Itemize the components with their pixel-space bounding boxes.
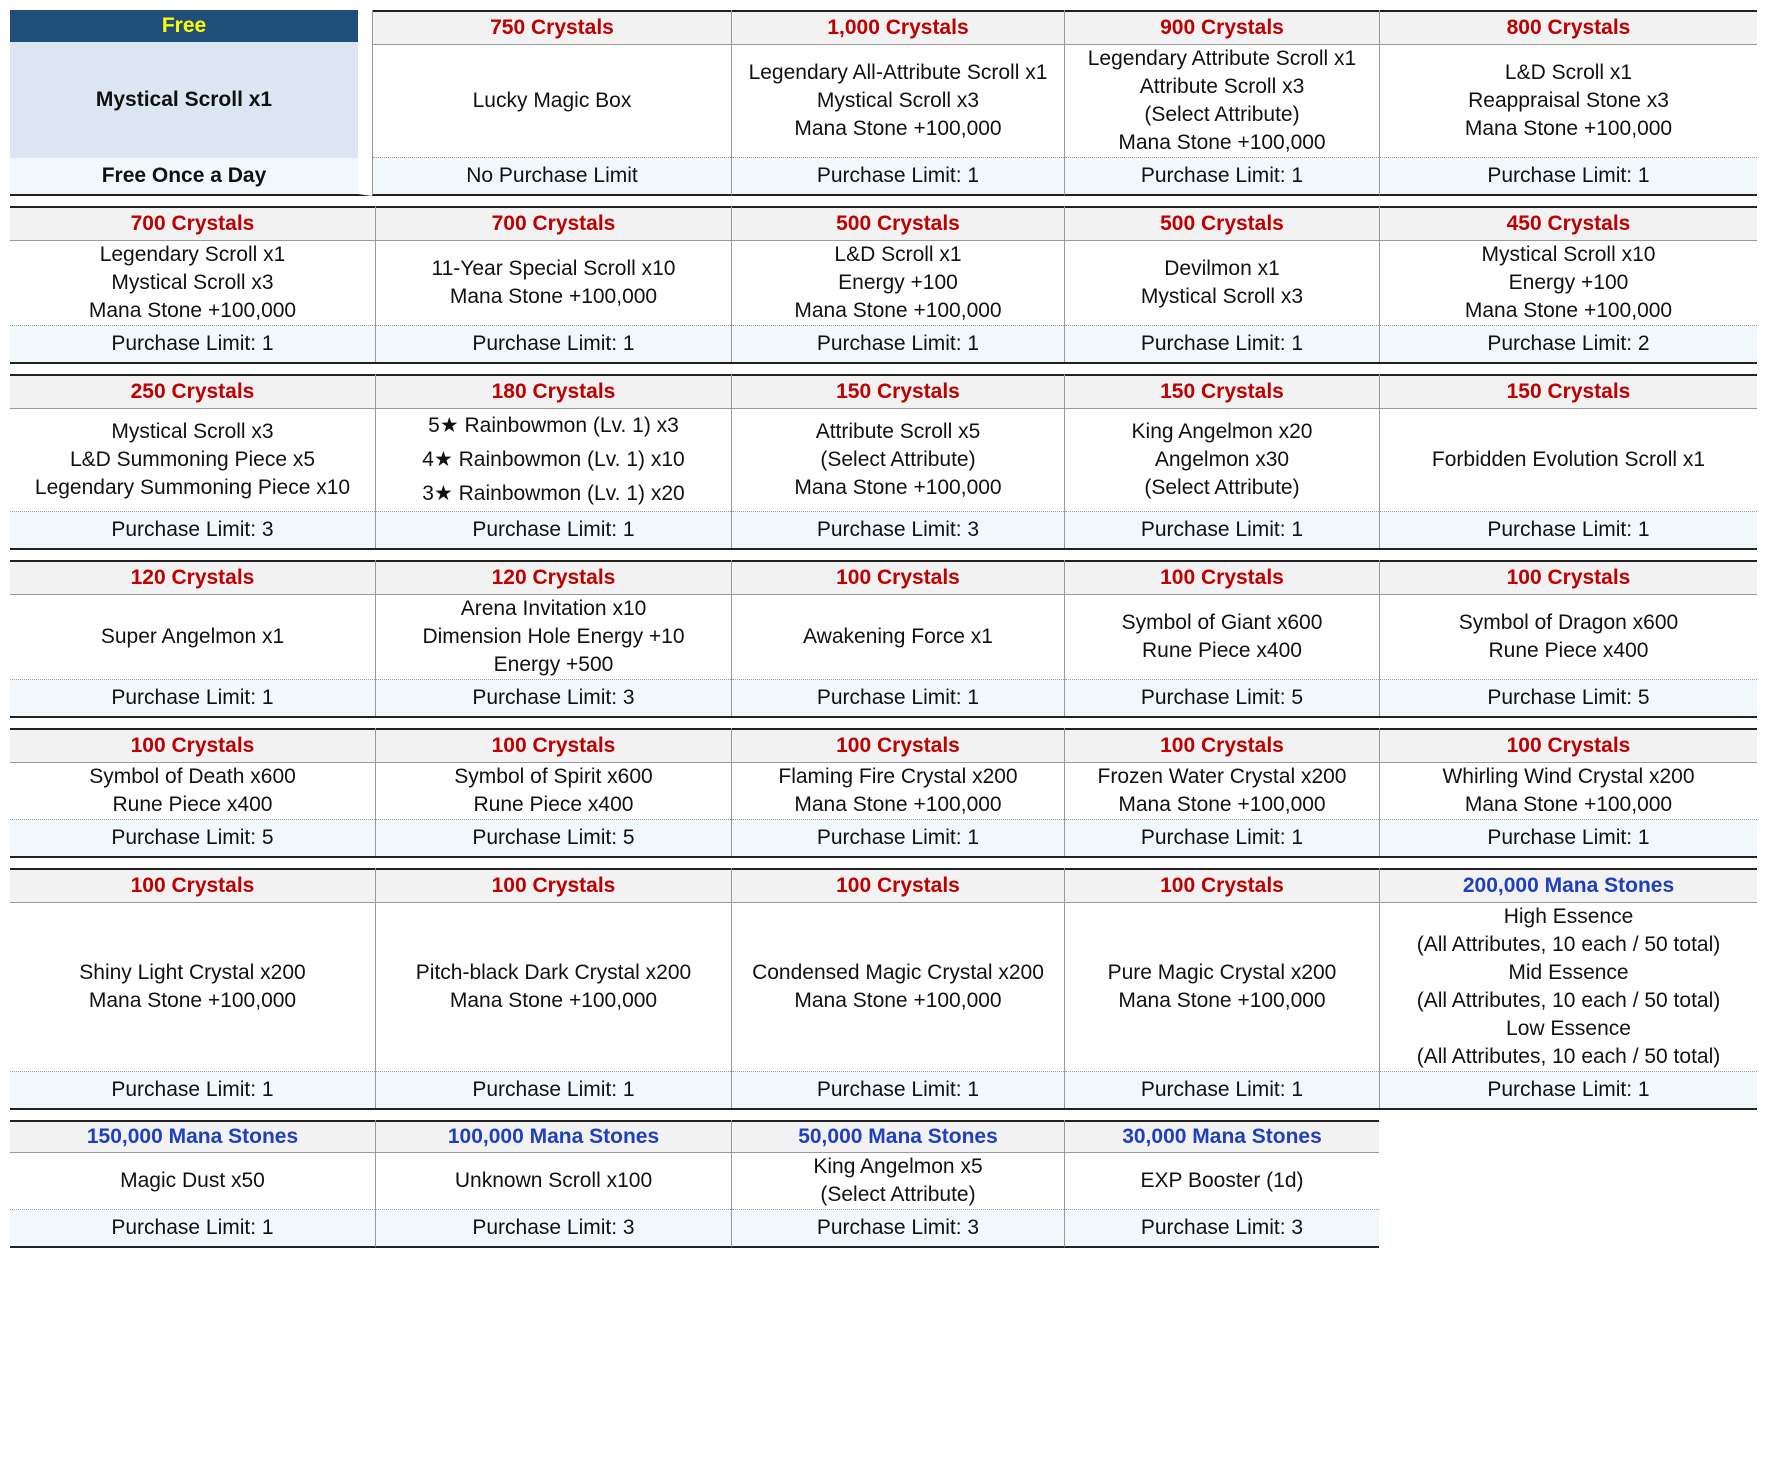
purchase-limit: Purchase Limit: 5 — [10, 820, 375, 856]
item-contents — [1065, 1153, 1379, 1210]
item-line: King Angelmon x20 — [1131, 420, 1313, 443]
purchase-limit: Purchase Limit: 1 — [732, 1072, 1064, 1108]
item-line: Mystical Scroll x3 — [111, 271, 274, 294]
shop-item — [1379, 374, 1757, 548]
shop-item — [10, 728, 375, 856]
item-contents — [10, 1153, 375, 1210]
purchase-limit: Purchase Limit: 1 — [1380, 512, 1757, 548]
item-contents — [10, 903, 375, 1072]
item-line: Mystical Scroll x3 — [816, 89, 980, 112]
item-line: Symbol of Dragon x600 — [1458, 611, 1679, 634]
item-line: Arena Invitation x10 — [460, 597, 647, 620]
shop-item — [10, 560, 375, 716]
item-line: Magic Dust x50 — [120, 1169, 265, 1192]
item-price: 800 Crystals — [1380, 10, 1757, 45]
item-line: Rune Piece x400 — [1142, 639, 1302, 662]
item-line: L&D Scroll x1 — [834, 243, 962, 266]
purchase-limit: Purchase Limit: 3 — [376, 1210, 731, 1246]
shop-item — [10, 206, 375, 362]
item-price: 900 Crystals — [1065, 10, 1379, 45]
purchase-limit: Purchase Limit: 3 — [10, 512, 375, 548]
item-price: 150 Crystals — [1065, 374, 1379, 409]
item-line: Mana Stone +100,000 — [794, 476, 1002, 499]
purchase-limit: Purchase Limit: 3 — [1065, 1210, 1379, 1246]
item-line: Rune Piece x400 — [473, 793, 634, 816]
item-price: 100 Crystals — [1065, 728, 1379, 763]
item-price: 50,000 Mana Stones — [732, 1120, 1064, 1153]
shop-item — [1379, 560, 1757, 716]
item-price: 750 Crystals — [373, 10, 731, 45]
item-contents — [732, 1153, 1064, 1210]
purchase-limit: Purchase Limit: 1 — [10, 326, 375, 362]
item-line: Mana Stone +100,000 — [88, 299, 297, 322]
item-line: 5★ Rainbowmon (Lv. 1) x3 — [428, 414, 679, 437]
shop-item — [731, 206, 1064, 362]
item-price: 100 Crystals — [732, 728, 1064, 763]
purchase-limit: Purchase Limit: 1 — [376, 326, 731, 362]
item-price: 100 Crystals — [10, 728, 375, 763]
shop-item — [731, 10, 1064, 196]
purchase-limit: No Purchase Limit — [373, 158, 731, 194]
shop-row — [10, 1120, 1757, 1248]
item-line: Legendary Scroll x1 — [99, 243, 286, 266]
shop-item — [731, 1120, 1064, 1248]
item-line: Mystical Scroll x10 — [1481, 243, 1656, 266]
item-line: Symbol of Spirit x600 — [454, 765, 653, 788]
item-price: 180 Crystals — [376, 374, 731, 409]
purchase-limit: Purchase Limit: 1 — [376, 512, 731, 548]
empty-cell — [1379, 1120, 1757, 1248]
purchase-limit: Purchase Limit: 5 — [1380, 680, 1757, 716]
item-line: Lucky Magic Box — [472, 89, 632, 112]
shop-item — [375, 868, 731, 1108]
shop-item — [731, 868, 1064, 1108]
shop-item — [1379, 868, 1757, 1108]
shop-item — [1064, 868, 1379, 1108]
item-price: 30,000 Mana Stones — [1065, 1120, 1379, 1153]
item-price: 120 Crystals — [376, 560, 731, 595]
item-price: 100 Crystals — [10, 868, 375, 903]
item-line: Rune Piece x400 — [112, 793, 273, 816]
shop-item — [1064, 560, 1379, 716]
item-price: 500 Crystals — [1065, 206, 1379, 241]
item-line: Symbol of Death x600 — [89, 765, 296, 788]
shop-item — [1379, 206, 1757, 362]
item-line: Pure Magic Crystal x200 — [1107, 961, 1337, 984]
item-price: 150 Crystals — [1380, 374, 1757, 409]
purchase-limit: Purchase Limit: 1 — [1065, 512, 1379, 548]
item-line: Mana Stone +100,000 — [1464, 793, 1673, 816]
item-line: Legendary All-Attribute Scroll x1 — [748, 61, 1048, 84]
item-price: 100 Crystals — [1065, 868, 1379, 903]
item-contents — [376, 763, 731, 820]
item-line: High Essence — [1503, 905, 1634, 928]
item-line: Legendary Attribute Scroll x1 — [1087, 47, 1357, 70]
item-contents — [732, 595, 1064, 680]
item-price: 500 Crystals — [732, 206, 1064, 241]
item-line: Mana Stone +100,000 — [794, 989, 1002, 1012]
item-contents — [1065, 409, 1379, 512]
item-line: 11-Year Special Scroll x10 — [431, 257, 676, 280]
item-contents — [1380, 45, 1757, 158]
item-line: Mana Stone +100,000 — [1464, 117, 1673, 140]
shop-item — [375, 206, 731, 362]
item-contents — [732, 763, 1064, 820]
item-price: 120 Crystals — [10, 560, 375, 595]
item-line: Dimension Hole Energy +10 — [422, 625, 685, 648]
item-contents — [1065, 241, 1379, 326]
item-line: (All Attributes, 10 each / 50 total) — [1416, 989, 1721, 1012]
purchase-limit: Purchase Limit: 3 — [732, 1210, 1064, 1246]
purchase-limit: Purchase Limit: 5 — [1065, 680, 1379, 716]
item-line: Legendary Summoning Piece x10 — [34, 476, 351, 499]
item-line: Mana Stone +100,000 — [1464, 299, 1673, 322]
shop-item — [375, 1120, 731, 1248]
item-line: Mystical Scroll x3 — [1140, 285, 1304, 308]
item-contents — [1065, 763, 1379, 820]
item-line: Mana Stone +100,000 — [88, 989, 297, 1012]
purchase-limit: Purchase Limit: 3 — [376, 680, 731, 716]
shop-item — [372, 10, 731, 196]
shop-item — [10, 374, 375, 548]
item-price: 150,000 Mana Stones — [10, 1120, 375, 1153]
item-line: Super Angelmon x1 — [100, 625, 285, 648]
item-line: Pitch-black Dark Crystal x200 — [415, 961, 692, 984]
item-price: 700 Crystals — [376, 206, 731, 241]
item-line: Frozen Water Crystal x200 — [1097, 765, 1347, 788]
item-line: Mid Essence — [1508, 961, 1629, 984]
purchase-limit: Purchase Limit: 1 — [10, 1210, 375, 1246]
item-line: Shiny Light Crystal x200 — [79, 961, 306, 984]
item-line: Reappraisal Stone x3 — [1468, 89, 1669, 112]
item-contents — [376, 1153, 731, 1210]
purchase-limit: Free Once a Day — [10, 158, 358, 194]
item-price: 100 Crystals — [1380, 560, 1757, 595]
item-line: L&D Summoning Piece x5 — [69, 448, 316, 471]
item-line: Energy +500 — [493, 653, 614, 676]
item-line: Mana Stone +100,000 — [794, 793, 1002, 816]
purchase-limit: Purchase Limit: 1 — [10, 1072, 375, 1108]
item-contents — [1380, 409, 1757, 512]
shop-row — [10, 206, 1757, 364]
purchase-limit: Purchase Limit: 1 — [732, 680, 1064, 716]
item-contents — [1065, 45, 1379, 158]
item-line: 3★ Rainbowmon (Lv. 1) x20 — [422, 482, 685, 505]
item-line: Mana Stone +100,000 — [449, 989, 658, 1012]
item-line: (Select Attribute) — [1144, 103, 1300, 126]
shop-item — [375, 374, 731, 548]
shop-row — [10, 374, 1757, 550]
item-contents — [10, 409, 375, 512]
shop-item — [1064, 728, 1379, 856]
item-price: 450 Crystals — [1380, 206, 1757, 241]
shop-item — [1379, 10, 1757, 196]
purchase-limit: Purchase Limit: 1 — [732, 326, 1064, 362]
item-line: (Select Attribute) — [1144, 476, 1300, 499]
purchase-limit: Purchase Limit: 1 — [376, 1072, 731, 1108]
shop-item — [731, 560, 1064, 716]
item-line: Rune Piece x400 — [1488, 639, 1649, 662]
purchase-limit: Purchase Limit: 1 — [1065, 326, 1379, 362]
item-price: 1,000 Crystals — [732, 10, 1064, 45]
item-line: Mystical Scroll x1 — [95, 88, 273, 111]
item-line: Attribute Scroll x5 — [815, 420, 981, 443]
shop-item — [1064, 1120, 1379, 1248]
shop-item — [731, 374, 1064, 548]
item-price: 150 Crystals — [732, 374, 1064, 409]
purchase-limit: Purchase Limit: 1 — [1380, 158, 1757, 194]
item-line: Forbidden Evolution Scroll x1 — [1431, 448, 1706, 471]
item-contents — [376, 241, 731, 326]
item-line: King Angelmon x5 — [813, 1155, 983, 1178]
shop-price-table — [10, 10, 1757, 1258]
item-price: 700 Crystals — [10, 206, 375, 241]
item-line: Energy +100 — [838, 271, 958, 294]
purchase-limit: Purchase Limit: 1 — [1380, 1072, 1757, 1108]
shop-item — [10, 10, 372, 196]
item-price: 250 Crystals — [10, 374, 375, 409]
shop-row — [10, 868, 1757, 1110]
item-line: Condensed Magic Crystal x200 — [752, 961, 1044, 984]
item-line: 4★ Rainbowmon (Lv. 1) x10 — [422, 448, 685, 471]
item-line: L&D Scroll x1 — [1504, 61, 1633, 84]
item-contents — [1065, 595, 1379, 680]
item-contents — [373, 45, 731, 158]
item-line: Whirling Wind Crystal x200 — [1442, 765, 1695, 788]
item-line: Angelmon x30 — [1154, 448, 1290, 471]
item-line: Symbol of Giant x600 — [1121, 611, 1323, 634]
item-price: 100 Crystals — [1065, 560, 1379, 595]
item-price: Free — [10, 10, 358, 42]
item-line: Low Essence — [1506, 1017, 1631, 1040]
item-line: Attribute Scroll x3 — [1139, 75, 1305, 98]
item-line: Mana Stone +100,000 — [1118, 131, 1326, 154]
shop-row — [10, 560, 1757, 718]
item-contents — [1380, 763, 1757, 820]
item-line: EXP Booster (1d) — [1140, 1169, 1304, 1192]
shop-item — [731, 728, 1064, 856]
shop-row — [10, 10, 1757, 196]
shop-item — [375, 728, 731, 856]
shop-item — [375, 560, 731, 716]
item-line: Devilmon x1 — [1164, 257, 1280, 280]
item-contents — [376, 409, 731, 512]
item-contents — [732, 45, 1064, 158]
item-line: (Select Attribute) — [820, 1183, 976, 1206]
item-line: Mystical Scroll x3 — [111, 420, 274, 443]
item-price: 100 Crystals — [732, 560, 1064, 595]
item-contents — [1380, 241, 1757, 326]
purchase-limit: Purchase Limit: 1 — [1065, 820, 1379, 856]
item-price: 100 Crystals — [732, 868, 1064, 903]
shop-item — [1064, 206, 1379, 362]
item-price: 100 Crystals — [1380, 728, 1757, 763]
item-contents — [1380, 595, 1757, 680]
shop-item — [1379, 728, 1757, 856]
purchase-limit: Purchase Limit: 1 — [1065, 158, 1379, 194]
item-contents — [10, 595, 375, 680]
shop-row — [10, 728, 1757, 858]
item-contents — [732, 409, 1064, 512]
shop-item — [1064, 10, 1379, 196]
item-price: 100 Crystals — [376, 868, 731, 903]
item-contents — [10, 763, 375, 820]
item-contents — [376, 903, 731, 1072]
item-contents — [732, 241, 1064, 326]
item-line: Mana Stone +100,000 — [794, 299, 1002, 322]
item-contents — [376, 595, 731, 680]
item-line: Mana Stone +100,000 — [794, 117, 1002, 140]
item-price: 100,000 Mana Stones — [376, 1120, 731, 1153]
item-line: (All Attributes, 10 each / 50 total) — [1416, 1045, 1721, 1068]
purchase-limit: Purchase Limit: 2 — [1380, 326, 1757, 362]
item-line: Unknown Scroll x100 — [454, 1169, 653, 1192]
item-line: (All Attributes, 10 each / 50 total) — [1416, 933, 1721, 956]
shop-item — [1064, 374, 1379, 548]
item-price: 100 Crystals — [376, 728, 731, 763]
item-contents — [732, 903, 1064, 1072]
purchase-limit: Purchase Limit: 1 — [1065, 1072, 1379, 1108]
shop-item — [10, 1120, 375, 1248]
purchase-limit: Purchase Limit: 5 — [376, 820, 731, 856]
item-price: 200,000 Mana Stones — [1380, 868, 1757, 903]
purchase-limit: Purchase Limit: 3 — [732, 512, 1064, 548]
purchase-limit: Purchase Limit: 1 — [732, 820, 1064, 856]
item-line: Awakening Force x1 — [803, 625, 993, 648]
item-line: Flaming Fire Crystal x200 — [778, 765, 1018, 788]
item-line: (Select Attribute) — [820, 448, 976, 471]
item-line: Mana Stone +100,000 — [1118, 793, 1326, 816]
item-contents — [1065, 903, 1379, 1072]
purchase-limit: Purchase Limit: 1 — [1380, 820, 1757, 856]
shop-item — [10, 868, 375, 1108]
item-line: Mana Stone +100,000 — [449, 285, 658, 308]
item-contents — [10, 42, 358, 158]
purchase-limit: Purchase Limit: 1 — [732, 158, 1064, 194]
item-contents — [10, 241, 375, 326]
purchase-limit: Purchase Limit: 1 — [10, 680, 375, 716]
item-line: Energy +100 — [1508, 271, 1629, 294]
item-line: Mana Stone +100,000 — [1118, 989, 1326, 1012]
item-contents — [1380, 903, 1757, 1072]
